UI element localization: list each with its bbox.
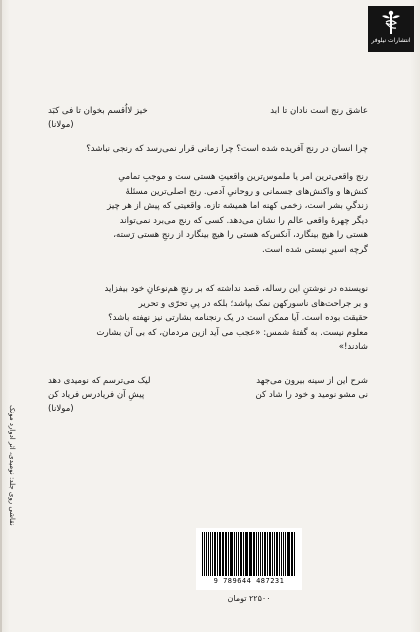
barcode-bar	[279, 532, 280, 576]
paragraph-2-line: نویسنده در نوشتنِ این رساله، قصد نداشته که بر رنجِ هم‌نوعانِ خود بیفزاید	[104, 284, 368, 294]
barcode-bar	[249, 532, 252, 576]
barcode-bar	[272, 532, 273, 576]
barcode-bar	[226, 532, 227, 576]
paragraph-1-line: کنش‌ها و واکنش‌های جسمانی و روحانیِ آدمی. رنج اصلی‌ترین مسئلهٔ	[125, 186, 368, 197]
barcode-bar	[236, 532, 237, 576]
barcode-bar	[206, 532, 207, 576]
poem-line-1-left: لیک می‌ترسم که نومیدی دهد	[48, 376, 151, 386]
barcode-bar	[294, 532, 295, 576]
barcode-bar	[267, 532, 268, 576]
paragraph-1-line: رنج واقعی‌ترین امر یا ملموس‌ترین واقعیتِ هستی ست و موجبِ تمامیِ	[118, 172, 368, 182]
publisher-logo	[368, 6, 414, 52]
barcode-bar	[228, 532, 229, 576]
barcode-bar	[204, 532, 205, 576]
spine-edge	[0, 0, 2, 632]
paragraph-1	[48, 170, 368, 257]
poem-attribution: (مولانا)	[48, 404, 74, 414]
caduceus-icon	[380, 10, 402, 36]
barcode-bar	[238, 532, 239, 576]
epigraph	[48, 104, 368, 132]
barcode-bar	[212, 532, 213, 576]
poem-line-1-right: شرح این از سینه بیرون می‌جهد	[256, 376, 368, 386]
paragraph-2	[48, 282, 368, 355]
barcode-bar	[260, 532, 261, 576]
barcode-bar	[210, 532, 211, 576]
barcode-bar	[246, 532, 248, 576]
barcode-bar	[281, 532, 282, 576]
publisher-name: انتشارات نیلوفر	[371, 37, 411, 44]
paragraph-2-line: و بر جراحت‌های ناسورکهن نمک بپاشد؛ بلکه در پیِ تحرّی و تحریر	[138, 298, 368, 309]
barcode-bars	[202, 532, 296, 576]
closing-poem	[48, 374, 368, 416]
barcode-bar	[254, 532, 255, 576]
opening-question: چرا انسان در رنج آفریده شده است؟ چرا زمانی قرار نمی‌رسد که رنجی نباشد؟	[86, 144, 368, 154]
barcode-bar	[208, 532, 210, 576]
barcode-bar	[222, 532, 224, 576]
poem-line-2-right: نی مشو نومید و خود را شاد کن	[255, 390, 368, 400]
barcode-bar	[292, 532, 293, 576]
barcode-bar	[291, 532, 292, 576]
paragraph-1-line: دیگر چهرهٔ واقعی عالم را نشان می‌دهد. کسی که رنج می‌برد نمی‌تواند	[119, 215, 368, 226]
barcode-bar	[230, 532, 233, 576]
price-label: ۲۲۵۰۰ تومان	[227, 594, 271, 603]
isbn-number: 9 789644 487231	[213, 577, 285, 585]
cover-art-credit: نقاشی روی جلد: نومیدی، اثر ادوارد مونک	[8, 404, 16, 526]
barcode-bar	[225, 532, 226, 576]
epigraph-hemistich-left: خیز لااُقسم بخوان تا فی کبَد	[48, 106, 148, 116]
barcode-bar	[240, 532, 242, 576]
barcode-bar	[256, 532, 257, 576]
barcode-bar	[234, 532, 236, 576]
barcode-bar	[245, 532, 246, 576]
poem-line-2-left: پیشِ آن فریادرس فریاد کن	[48, 390, 145, 400]
epigraph-hemistich-right: عاشق رنج است نادان تا ابد	[270, 106, 368, 116]
barcode-bar	[214, 532, 217, 576]
epigraph-attribution: (مولانا)	[48, 120, 74, 130]
barcode-bar	[253, 532, 254, 576]
barcode	[196, 528, 302, 590]
barcode-bar	[217, 532, 218, 576]
barcode-bar	[202, 532, 203, 576]
paragraph-1-line: گرچه اسیرِ نیستی شده است.	[262, 244, 368, 255]
barcode-bar	[264, 532, 266, 576]
barcode-bar	[219, 532, 221, 576]
paragraph-2-line: شادند!»	[338, 342, 368, 352]
barcode-bar	[243, 532, 244, 576]
barcode-bar	[285, 532, 286, 576]
paragraph-1-line: هستی را هیچ بینگارد، آنکس‌که هستی را هیچ بینگارد از رنجِ هستی رَسته،	[113, 230, 368, 240]
barcode-bar	[283, 532, 285, 576]
paragraph-1-line: زندگیِ بشر است، زخمی کهنه اما همیشه تازه. واقعیتی که پیش از هر چیز	[107, 201, 368, 211]
barcode-bar	[258, 532, 259, 576]
barcode-bar	[269, 532, 272, 576]
barcode-bar	[274, 532, 275, 576]
barcode-bar	[287, 532, 290, 576]
barcode-bar	[262, 532, 264, 576]
paragraph-2-line: حقیقت بوده است. آیا ممکن است در یک رنجنامه بشارتی نیز نهفته باشد؟	[108, 313, 368, 323]
barcode-bar	[276, 532, 278, 576]
paragraph-2-line: معلوم نیست. به گفتهٔ شمس: «عجب می آید ازین مردمان، که بی آن بشارت	[96, 327, 368, 338]
